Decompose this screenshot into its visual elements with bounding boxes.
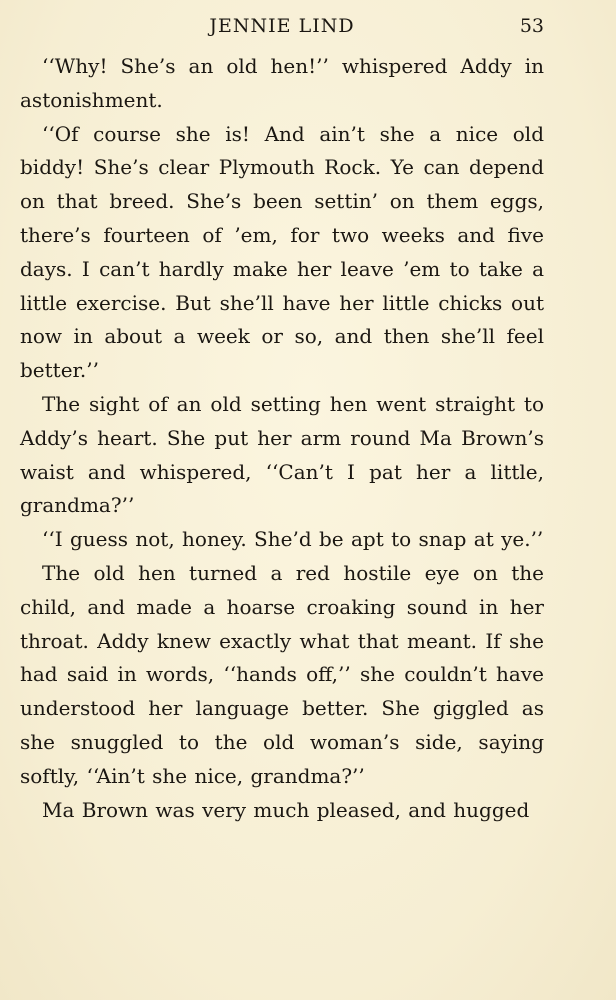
body-text — [20, 50, 544, 827]
page-header — [20, 12, 544, 40]
paragraph: ‘‘Why! She’s an old hen!’’ whispered Addy in astonishment. — [20, 54, 544, 112]
paragraph: ‘‘Of course she is! And ain’t she a nice old biddy! She’s clear Plymouth Rock. Ye can depend on that breed. She’s been settin’ on them eggs, there’s fourteen of ’em, for two weeks and five days. I can’t hardly make her leave ’em to take a little exercise. But she’ll have her little chicks out now in about a week or so, and then she’ll feel better.’’ — [20, 121, 544, 383]
paragraph: ‘‘I guess not, honey. She’d be apt to snap at ye.’’ — [42, 527, 544, 552]
running-title: JENNIE LIND — [209, 15, 355, 37]
paragraph: Ma Brown was very much pleased, and hugged — [42, 797, 530, 822]
page-number: 53 — [519, 15, 544, 37]
paragraph: The old hen turned a red hostile eye on the child, and made a hoarse croaking sound in her throat. Addy knew exactly what that meant. If she had said in words, ‘‘hands off,’’ she couldn’t have understood her language better. She giggled as she snuggled to the old woman’s side, saying softly, ‘‘Ain’t she nice, grandma?’’ — [20, 560, 544, 788]
paragraph: The sight of an old setting hen went straight to Addy’s heart. She put her arm round Ma Brown’s waist and whispered, ‘‘Can’t I pat her a little, grandma?’’ — [20, 391, 544, 518]
